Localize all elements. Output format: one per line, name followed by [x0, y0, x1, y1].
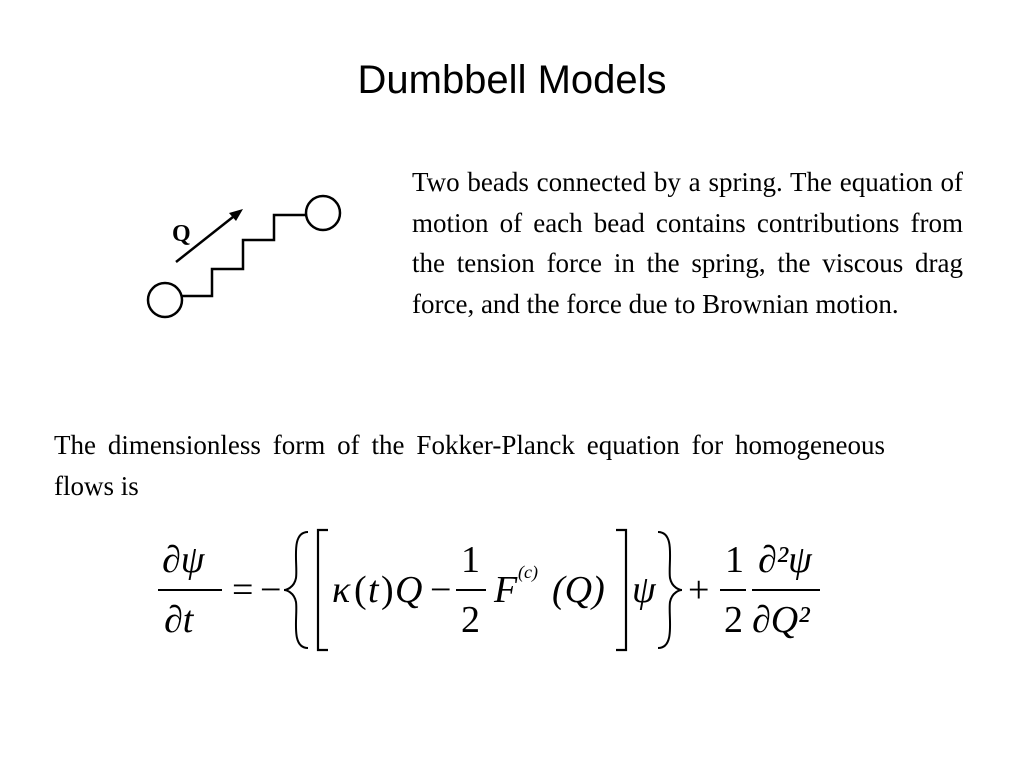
f-symbol: F: [494, 569, 518, 611]
bead-upper: [306, 196, 340, 230]
q-symbol: Q: [395, 569, 423, 611]
paren-close: ): [381, 569, 394, 611]
paren-open: (: [354, 569, 367, 611]
minus-sign: −: [260, 569, 282, 611]
second-derivative-numerator: ∂²ψ: [758, 539, 812, 581]
intro-paragraph: The dimensionless form of the Fokker-Planck equation for homogeneous flows is: [54, 430, 885, 501]
lhs-numerator: ∂ψ: [162, 539, 205, 581]
dumbbell-diagram: [130, 185, 360, 325]
fokker-planck-equation: [150, 520, 870, 660]
left-bracket: [318, 530, 328, 650]
half-denominator-2: 2: [724, 599, 743, 641]
second-derivative-denominator: ∂Q²: [752, 599, 810, 641]
bead-lower: [148, 283, 182, 317]
slide-title: Dumbbell Models: [357, 58, 667, 102]
kappa-symbol: κ: [332, 569, 351, 611]
half-numerator: 1: [461, 539, 480, 581]
left-brace: [284, 532, 308, 648]
minus-sign-2: −: [430, 569, 452, 611]
f-argument: (Q): [552, 569, 605, 611]
spring: [182, 215, 306, 296]
lhs-denominator: ∂t: [164, 599, 194, 641]
psi-symbol: ψ: [632, 569, 656, 611]
half-numerator-2: 1: [725, 539, 744, 581]
equals-sign: =: [232, 569, 254, 611]
diagram-label-q: Q: [172, 221, 191, 247]
right-bracket: [616, 530, 626, 650]
f-superscript: (c): [518, 562, 538, 582]
description-paragraph: Two beads connected by a spring. The equation of motion of each bead contains contributions from the tension force in the spring, the viscous drag force, and the force due to Brownian motion.: [412, 167, 963, 319]
right-brace: [658, 532, 682, 648]
t-symbol: t: [368, 569, 379, 611]
half-denominator: 2: [461, 599, 480, 641]
plus-sign: +: [688, 569, 710, 611]
